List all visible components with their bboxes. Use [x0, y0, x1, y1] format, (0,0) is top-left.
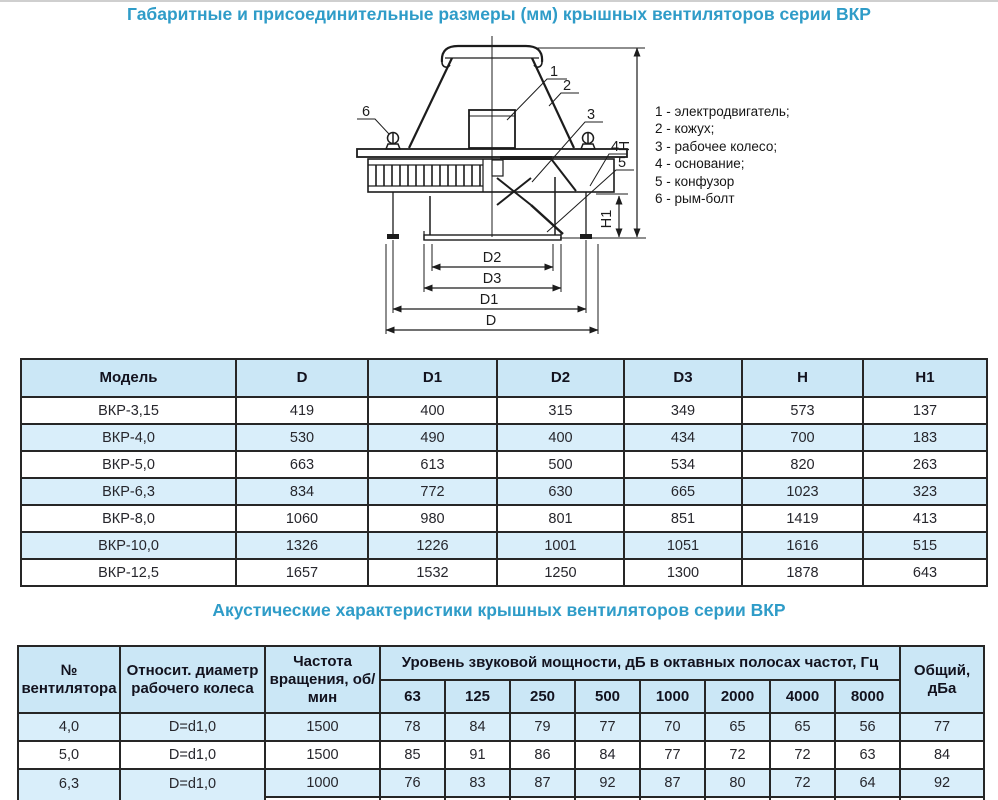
table-cell: 834: [236, 478, 368, 505]
table-row: [21, 532, 987, 559]
column-header: D2: [497, 359, 624, 397]
table-cell: 534: [624, 451, 742, 478]
eyebolt-right: [581, 132, 595, 149]
table-cell: 630: [497, 478, 624, 505]
section-title-dimensions: Габаритные и присоединительные размеры (мм) крышных вентиляторов серии ВКР: [127, 4, 871, 24]
table-cell: 92: [575, 769, 640, 797]
table-row: [21, 559, 987, 586]
table-cell: ВКР-10,0: [21, 532, 236, 559]
column-header: 2000: [705, 680, 770, 713]
column-header-sound-power: Уровень звуковой мощности, дБ в октавных полосах частот, Гц: [380, 646, 900, 680]
acoustic-table-header-row-1: [18, 646, 984, 680]
table-cell: 500: [497, 451, 624, 478]
column-header-rel-diameter: Относит. диаметр рабочего колеса: [120, 646, 265, 713]
table-cell: 1500: [265, 741, 380, 769]
table-cell: 1657: [236, 559, 368, 586]
table-cell: 1226: [368, 532, 497, 559]
table-cell: 72: [705, 741, 770, 769]
table-cell: 772: [368, 478, 497, 505]
table-cell: 77: [575, 713, 640, 741]
column-header: 500: [575, 680, 640, 713]
table-row: [21, 505, 987, 532]
table-cell: 72: [770, 741, 835, 769]
table-cell: 87: [640, 769, 705, 797]
table-cell: 1051: [624, 532, 742, 559]
table-cell: 1060: [236, 505, 368, 532]
table-cell: 1001: [497, 532, 624, 559]
legend-item: 6 - рым-болт: [655, 191, 735, 207]
table-cell: ВКР-6,3: [21, 478, 236, 505]
part-number-4: 4: [610, 139, 620, 155]
column-header: D: [236, 359, 368, 397]
table-cell: ВКР-4,0: [21, 424, 236, 451]
column-header: Модель: [21, 359, 236, 397]
table-cell: 92: [900, 769, 984, 797]
legend-item: 1 - электродвигатель;: [655, 104, 790, 119]
table-cell: 6,3: [18, 769, 120, 797]
column-header-rotation: Частота вращения, об/мин: [265, 646, 380, 713]
column-header: 250: [510, 680, 575, 713]
table-cell: 573: [742, 397, 863, 424]
table-cell: 63: [835, 741, 900, 769]
table-row: [18, 741, 984, 769]
table-cell: 643: [863, 559, 987, 586]
column-header: 4000: [770, 680, 835, 713]
table-cell: 980: [368, 505, 497, 532]
dim-label-d3: D3: [482, 271, 502, 287]
louver-band: [368, 159, 614, 192]
table-cell: 91: [445, 741, 510, 769]
table-cell: 64: [835, 769, 900, 797]
column-header: H1: [863, 359, 987, 397]
table-cell: 84: [575, 741, 640, 769]
table-cell: 1326: [236, 532, 368, 559]
table-cell: 65: [770, 713, 835, 741]
table-cell: 5,0: [18, 741, 120, 769]
table-row: [21, 397, 987, 424]
legend-item: 4 - основание;: [655, 156, 745, 172]
legend-item: 2 - кожух;: [655, 121, 715, 137]
table-cell: 87: [510, 769, 575, 797]
table-cell: 84: [445, 713, 510, 741]
table-cell: 801: [497, 505, 624, 532]
table-cell: 434: [624, 424, 742, 451]
table-cell: 851: [624, 505, 742, 532]
table-cell: 79: [510, 713, 575, 741]
table-cell: 4,0: [18, 713, 120, 741]
table-cell: 490: [368, 424, 497, 451]
table-cell: 77: [640, 741, 705, 769]
table-cell: D=d1,0: [120, 741, 265, 769]
table-row: [18, 769, 984, 797]
part-number-2: 2: [562, 78, 572, 94]
table-cell: 1500: [265, 713, 380, 741]
table-row: [21, 424, 987, 451]
table-cell: 400: [368, 397, 497, 424]
table-cell: 530: [236, 424, 368, 451]
column-header: 63: [380, 680, 445, 713]
dim-label-d2: D2: [482, 250, 502, 266]
column-header-fan-no: № вентилятора: [18, 646, 120, 713]
part-number-6: 6: [361, 104, 371, 120]
table-cell: 137: [863, 397, 987, 424]
table-row: [21, 451, 987, 478]
table-cell: ВКР-3,15: [21, 397, 236, 424]
table-cell: D=d1,0: [120, 713, 265, 741]
table-cell: 400: [497, 424, 624, 451]
part-number-3: 3: [586, 107, 596, 123]
eyebolt-left: [386, 132, 400, 149]
table-cell: 80: [705, 769, 770, 797]
table-cell: 56: [835, 713, 900, 741]
table-cell: 84: [900, 741, 984, 769]
table-cell: ВКР-5,0: [21, 451, 236, 478]
table-cell: 1300: [624, 559, 742, 586]
dim-label-h: H: [617, 140, 633, 152]
fan-diagram: [0, 0, 998, 352]
table-cell: 663: [236, 451, 368, 478]
table-cell: 820: [742, 451, 863, 478]
part-number-1: 1: [549, 64, 559, 80]
column-header: 125: [445, 680, 510, 713]
table-cell: 419: [236, 397, 368, 424]
column-header: D1: [368, 359, 497, 397]
dimensions-table: [20, 358, 988, 587]
table-cell: 263: [863, 451, 987, 478]
table-cell: 413: [863, 505, 987, 532]
table-cell: 65: [705, 713, 770, 741]
legend-item: 5 - конфузор: [655, 173, 735, 189]
table-cell: 665: [624, 478, 742, 505]
table-cell: 323: [863, 478, 987, 505]
dim-label-d1: D1: [479, 292, 499, 308]
table-cell: 315: [497, 397, 624, 424]
table-cell: 70: [640, 713, 705, 741]
table-row: [18, 713, 984, 741]
table-cell: 85: [380, 741, 445, 769]
column-header: H: [742, 359, 863, 397]
table-cell: 78: [380, 713, 445, 741]
column-header: 8000: [835, 680, 900, 713]
table-cell: 1023: [742, 478, 863, 505]
leader-lines: [357, 79, 634, 232]
table-cell: 515: [863, 532, 987, 559]
column-header: 1000: [640, 680, 705, 713]
column-header-total: Общий, дБа: [900, 646, 984, 713]
table-cell: 349: [624, 397, 742, 424]
table-cell: D=d1,0: [120, 769, 265, 797]
table-cell: 700: [742, 424, 863, 451]
table-cell: 72: [770, 769, 835, 797]
table-cell: 1616: [742, 532, 863, 559]
dim-label-d: D: [485, 313, 497, 329]
table-cell: 1532: [368, 559, 497, 586]
part-number-5: 5: [617, 155, 627, 171]
table-cell: 86: [510, 741, 575, 769]
table-cell: 1250: [497, 559, 624, 586]
legend-item: 3 - рабочее колесо;: [655, 138, 778, 154]
acoustic-table: [17, 645, 985, 800]
table-cell: 1000: [265, 769, 380, 797]
table-cell: 76: [380, 769, 445, 797]
table-cell: 613: [368, 451, 497, 478]
table-cell: ВКР-12,5: [21, 559, 236, 586]
table-cell: 77: [900, 713, 984, 741]
table-cell: ВКР-8,0: [21, 505, 236, 532]
column-header: D3: [624, 359, 742, 397]
dimensions-table-header-row: [21, 359, 987, 397]
impeller: [492, 156, 576, 234]
diagram-legend: [655, 103, 790, 207]
table-row: [21, 478, 987, 505]
table-cell: 83: [445, 769, 510, 797]
dim-label-h1: H1: [599, 209, 615, 229]
table-cell: 1878: [742, 559, 863, 586]
table-cell: 183: [863, 424, 987, 451]
section-title-acoustic: Акустические характеристики крышных вентиляторов серии ВКР: [212, 600, 786, 620]
table-cell: 1419: [742, 505, 863, 532]
